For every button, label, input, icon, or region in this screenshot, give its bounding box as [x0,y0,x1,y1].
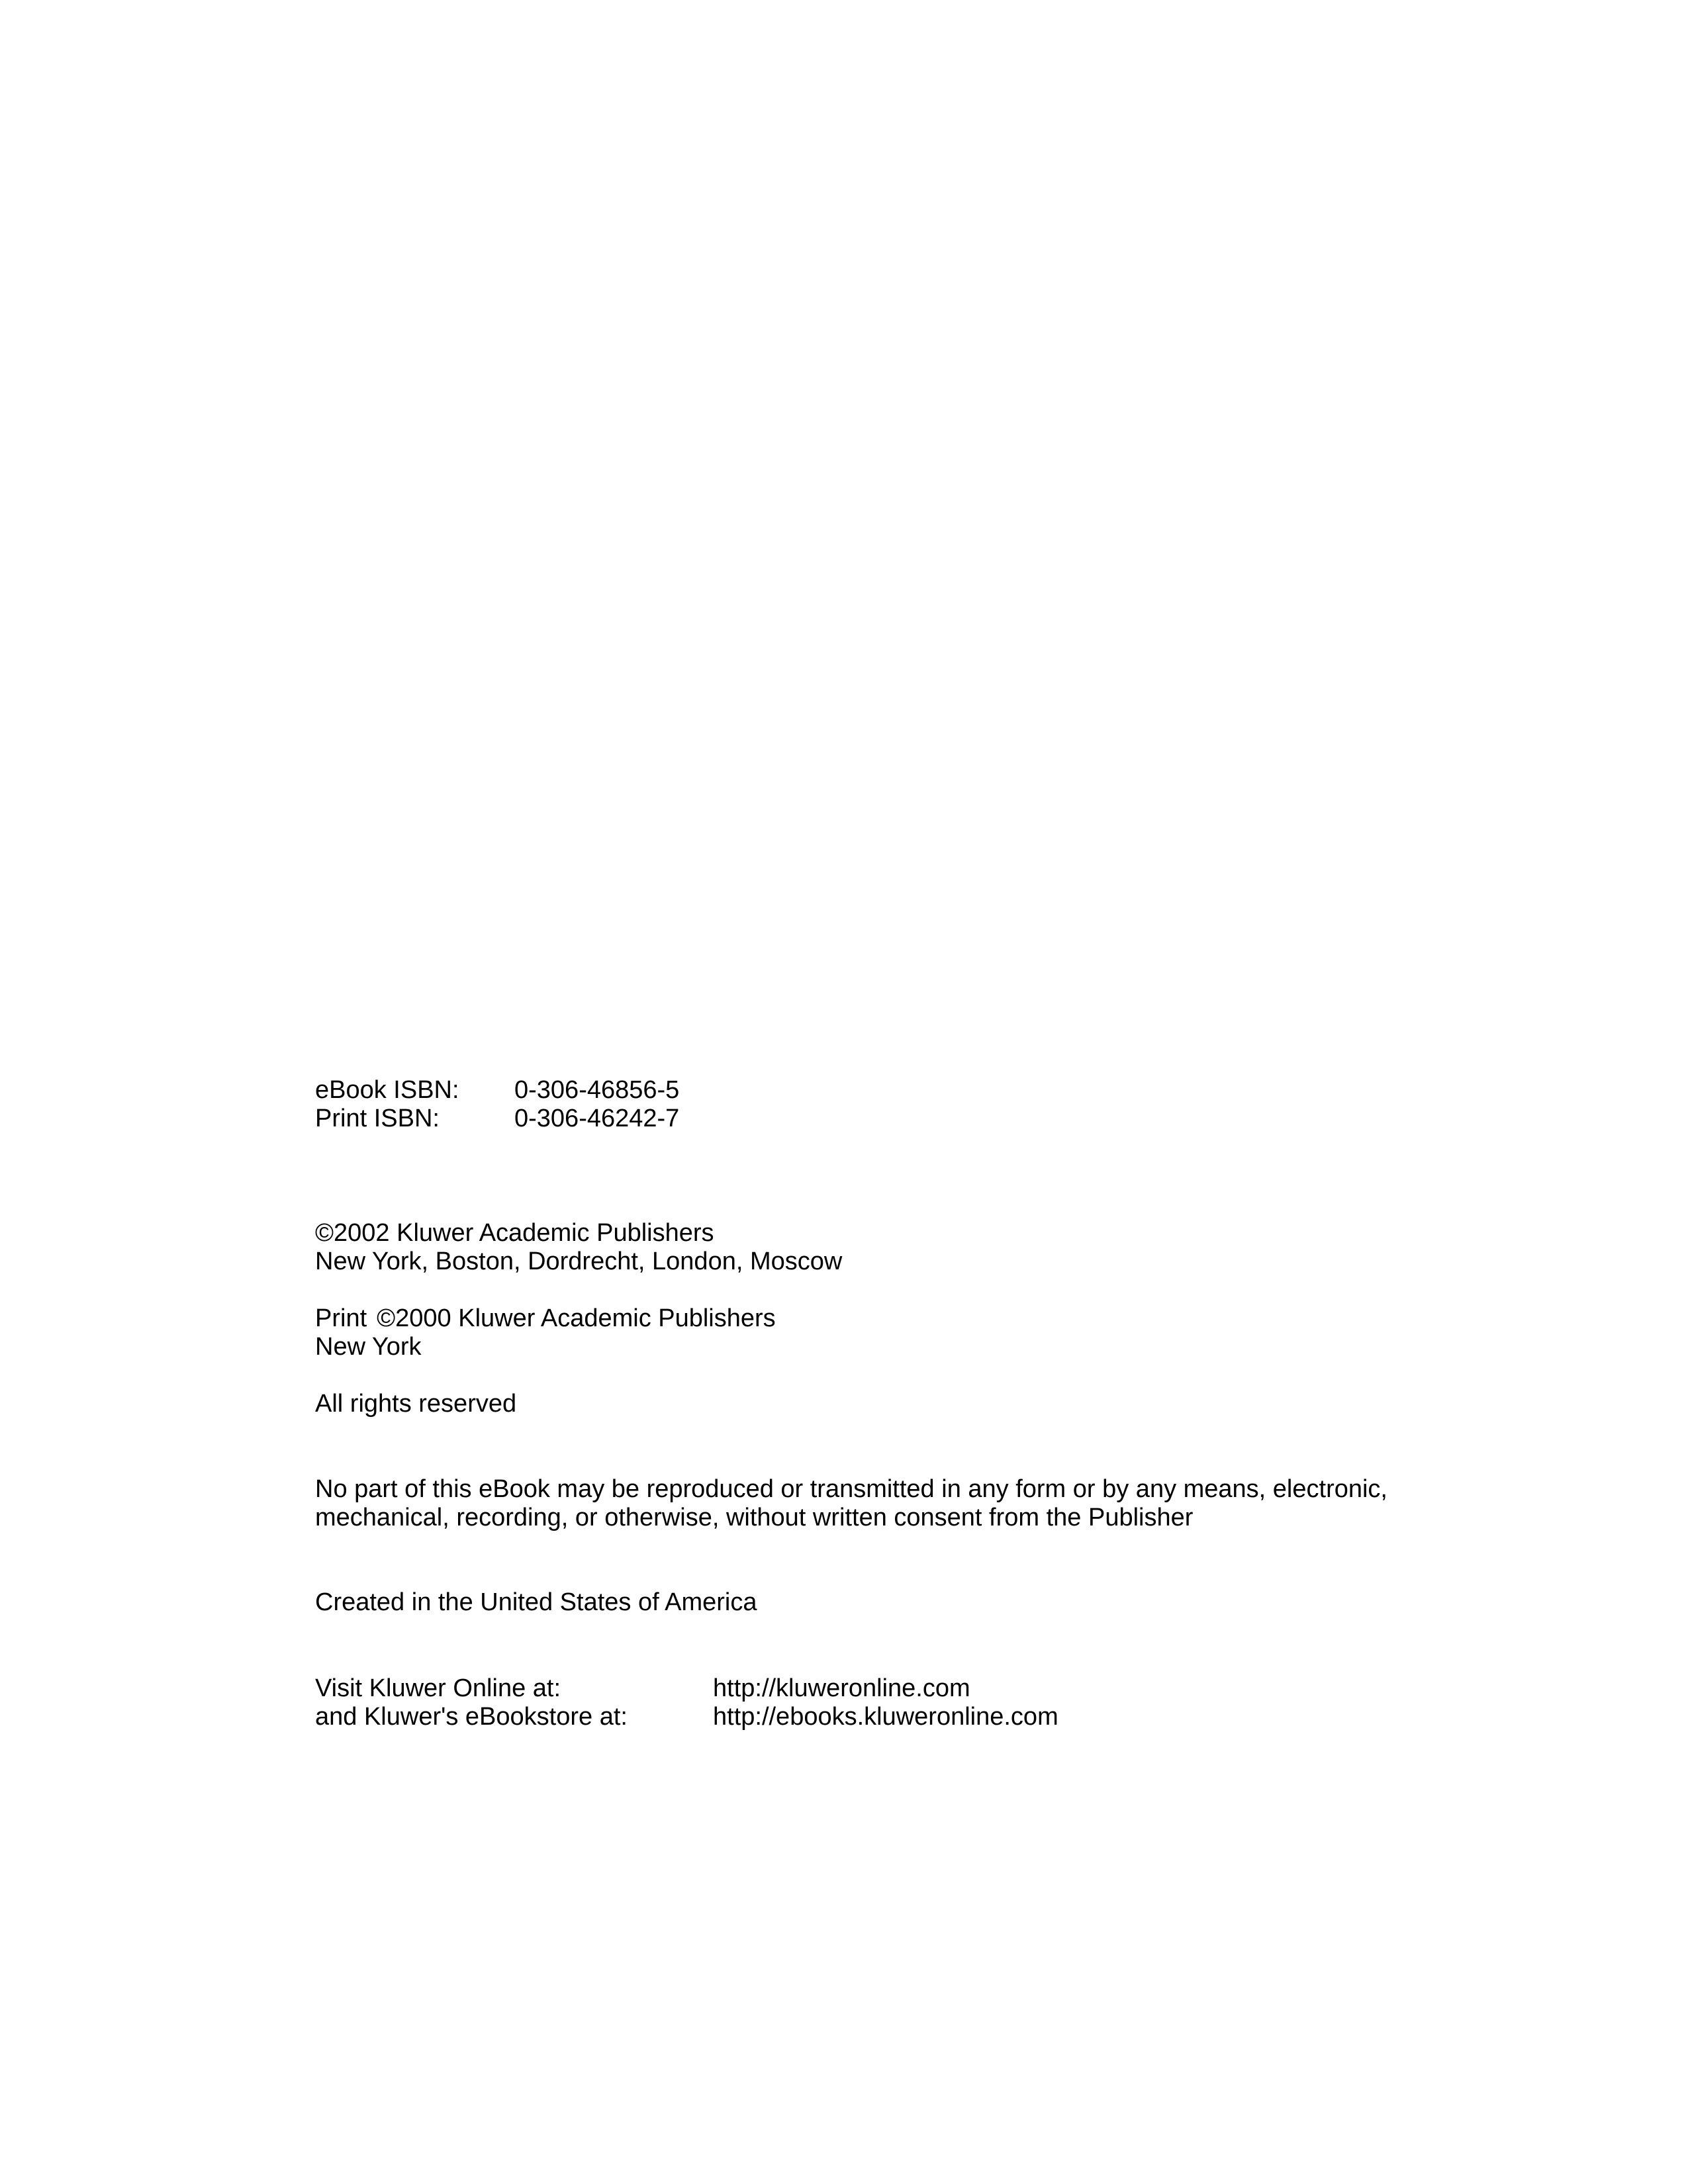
print-copyright-label: Print [315,1304,367,1332]
ebook-isbn-value: 0-306-46856-5 [514,1076,680,1104]
print-isbn-label: Print ISBN: [315,1105,440,1132]
print-location: New York [315,1333,422,1361]
kluwer-online-link[interactable]: http://kluweronline.com [713,1674,970,1702]
reproduction-notice-line1: No part of this eBook may be reproduced or transmitted in any form or by any means, electronic, [315,1475,1387,1503]
ebook-copyright-block [315,1219,842,1276]
print-isbn-value: 0-306-46242-7 [514,1105,680,1132]
kluwer-online-label: Visit Kluwer Online at: [315,1674,561,1702]
visit-block [315,1674,1058,1731]
ebookstore-label: and Kluwer's eBookstore at: [315,1703,628,1731]
print-copyright-line [315,1304,776,1333]
rights-reserved: All rights reserved [315,1390,517,1418]
reproduction-notice-line2: mechanical, recording, or otherwise, without written consent from the Publisher [315,1504,1194,1531]
created-notice: Created in the United States of America [315,1588,757,1616]
print-copyright-text: ©2000 Kluwer Academic Publishers [377,1304,776,1332]
ebook-isbn-row [315,1076,679,1105]
ebookstore-row [315,1703,1058,1731]
ebook-isbn-label: eBook ISBN: [315,1076,459,1104]
print-isbn-row [315,1105,679,1133]
ebook-copyright-line: ©2002 Kluwer Academic Publishers [315,1219,714,1247]
isbn-block [315,1076,679,1133]
kluwer-online-row [315,1674,1058,1703]
print-copyright-block [315,1304,776,1361]
ebookstore-link[interactable]: http://ebooks.kluweronline.com [713,1703,1058,1731]
reproduction-notice [315,1475,1387,1532]
publisher-locations: New York, Boston, Dordrecht, London, Moscow [315,1248,843,1275]
